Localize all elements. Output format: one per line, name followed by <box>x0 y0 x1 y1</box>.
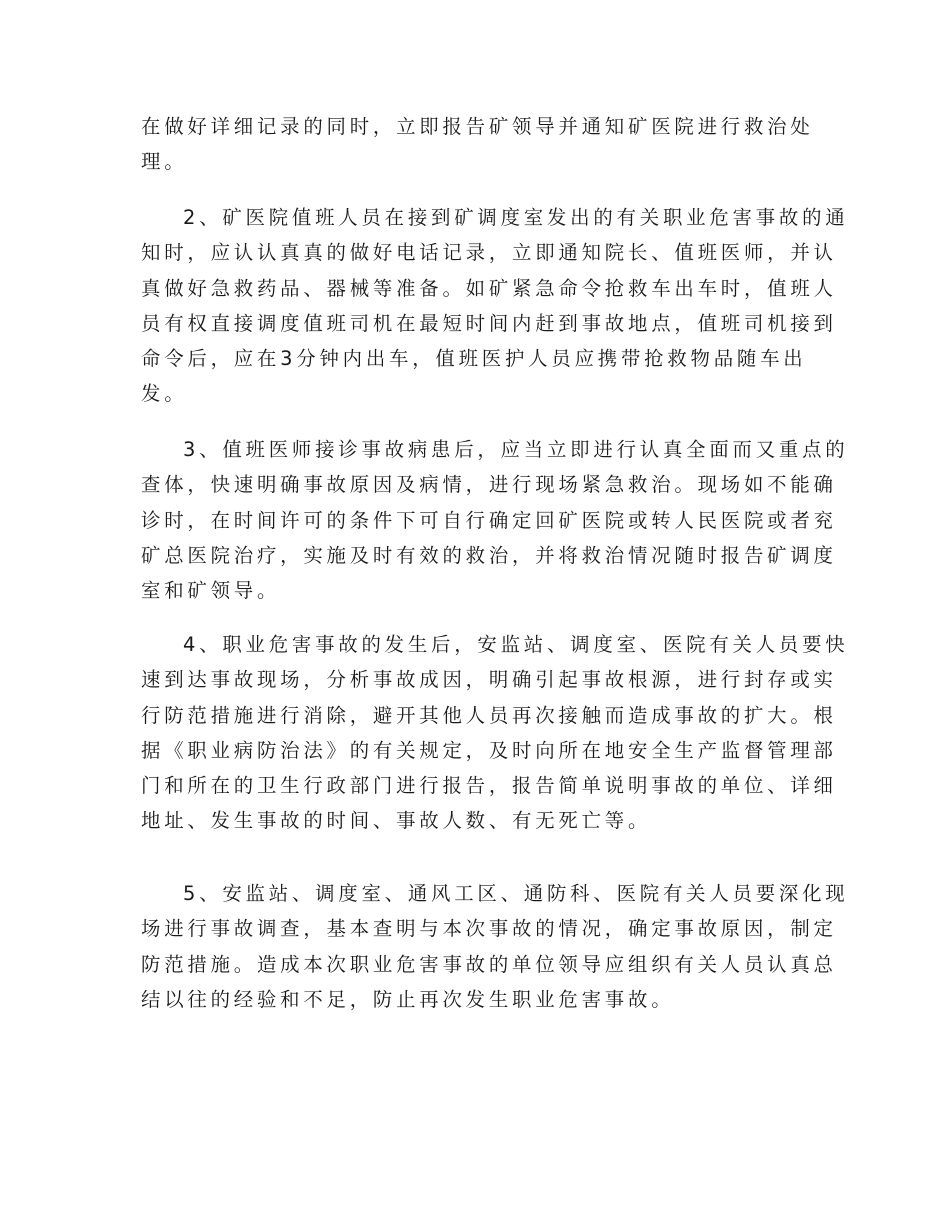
text-line: 速到达事故现场，分析事故成因，明确引起事故根源，进行封存或实 <box>141 668 837 692</box>
text-line: 真做好急救药品、器械等准备。如矿紧急命令抢救车出车时，值班人 <box>141 276 837 300</box>
text-line: 5、安监站、调度室、通风工区、通防科、医院有关人员要深化现 <box>183 882 849 905</box>
text-line: 理。 <box>141 150 188 174</box>
text-line: 矿总医院治疗，实施及时有效的救治，并将救治情况随时报告矿调度 <box>141 543 837 567</box>
text-line: 在做好详细记录的同时，立即报告矿领导并通知矿医院进行救治处 <box>141 115 814 138</box>
text-line: 场进行事故调查，基本查明与本次事故的情况，确定事故原因，制定 <box>141 917 837 941</box>
text-line: 地址、发生事故的时间、事故人数、有无死亡等。 <box>141 809 652 833</box>
text-line: 2、矿医院值班人员在接到矿调度室发出的有关职业危害事故的通 <box>183 206 849 229</box>
text-line: 诊时，在时间许可的条件下可自行确定回矿医院或转人民医院或者兖 <box>141 508 837 532</box>
paragraph-item-4 <box>141 627 849 839</box>
paragraph-item-2 <box>141 200 849 412</box>
text-line: 门和所在的卫生行政部门进行报告，报告简单说明事故的单位、详细 <box>141 774 837 798</box>
text-line: 结以往的经验和不足，防止再次发生职业危害事故。 <box>141 987 675 1011</box>
text-line: 命令后，应在3分钟内出车，值班医护人员应携带抢救物品随车出 <box>141 347 807 371</box>
text-line: 行防范措施进行消除，避开其他人员再次接触而造成事故的扩大。根 <box>141 703 837 727</box>
text-line: 员有权直接调度值班司机在最短时间内赶到事故地点，值班司机接到 <box>141 311 837 335</box>
text-line: 知时，应认认真真的做好电话记录，立即通知院长、值班医师，并认 <box>141 241 837 265</box>
text-line: 4、职业危害事故的发生后，安监站、调度室、医院有关人员要快 <box>183 633 849 656</box>
paragraph-continuation <box>141 109 813 180</box>
text-line: 发。 <box>141 382 188 406</box>
paragraph-item-3 <box>141 432 849 608</box>
text-line: 3、值班医师接诊事故病患后，应当立即进行认真全面而又重点的 <box>183 438 849 461</box>
text-line: 据《职业病防治法》的有关规定，及时向所在地安全生产监督管理部 <box>141 738 837 762</box>
paragraph-item-5 <box>141 876 849 1017</box>
text-line: 防范措施。造成本次职业危害事故的单位领导应组织有关人员认真总 <box>141 952 837 976</box>
text-line: 室和矿领导。 <box>141 579 281 603</box>
text-line: 查体，快速明确事故原因及病情，进行现场紧急救治。现场如不能确 <box>141 473 837 497</box>
